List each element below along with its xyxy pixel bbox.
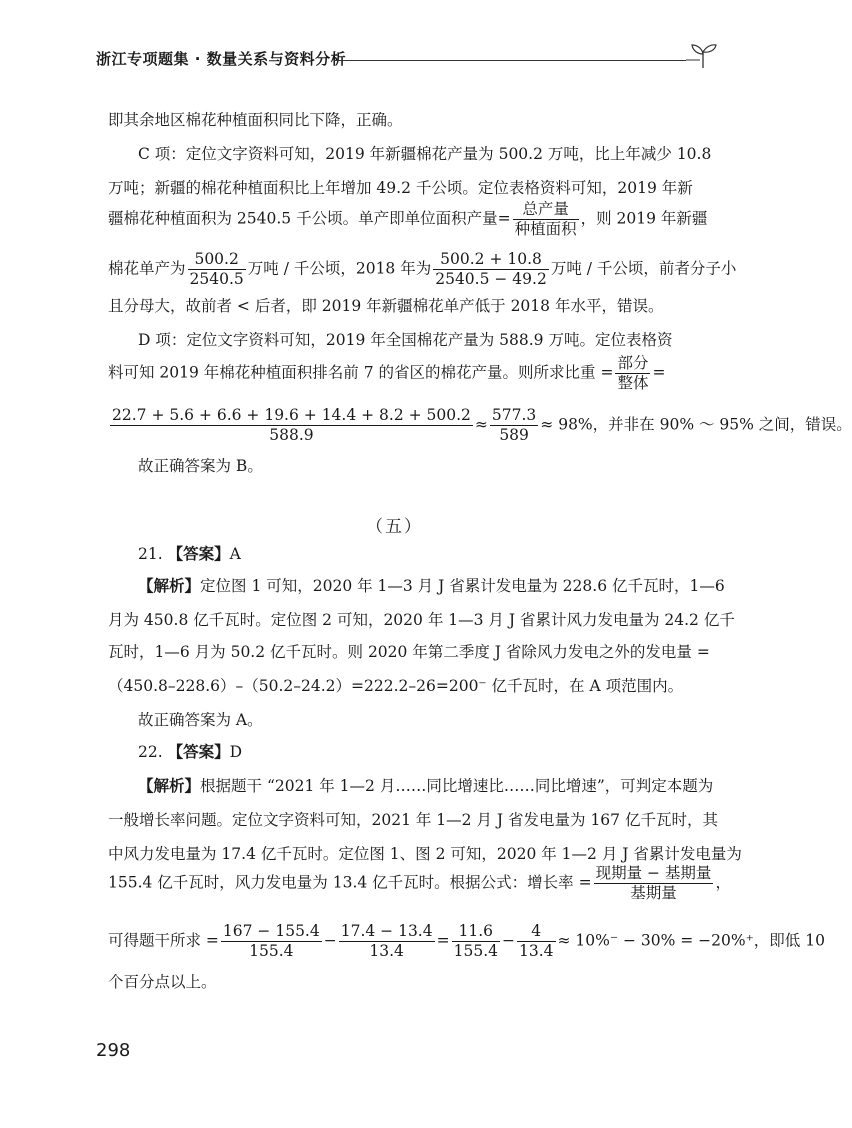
text-line-with-fraction bbox=[108, 922, 825, 961]
text-line: 一般增长率问题。定位文字资料可知，2021 年 1—2 月 J 省发电量为 167 亿千瓦时，其 bbox=[108, 811, 718, 829]
fraction-denominator: 整体 bbox=[617, 374, 649, 392]
fraction-denominator: 155.4 bbox=[453, 942, 498, 960]
fraction bbox=[452, 922, 500, 961]
fraction-numerator: 167 − 155.4 bbox=[222, 922, 320, 940]
text-line: 万吨；新疆的棉花种植面积比上年增加 49.2 千公顷。定位表格资料可知，2019 年新 bbox=[108, 179, 693, 197]
fraction bbox=[517, 922, 556, 961]
fraction bbox=[513, 200, 579, 239]
text-fragment: 棉花单产为 bbox=[108, 259, 186, 278]
fraction bbox=[188, 250, 246, 289]
text-fragment: ≈ bbox=[474, 415, 488, 434]
page-number: 298 bbox=[96, 1040, 131, 1061]
question-number: 22. bbox=[138, 743, 163, 761]
text-fragment: 料可知 2019 年棉花种植面积排名前 7 的省区的棉花产量。则所求比重 = bbox=[108, 363, 614, 382]
fraction-denominator: 589 bbox=[490, 425, 538, 445]
fraction-numerator: 4 bbox=[531, 922, 542, 940]
answer-label: 【答案】 bbox=[167, 743, 230, 761]
text-line: 故正确答案为 A。 bbox=[138, 711, 263, 729]
fraction-numerator: 500.2 + 10.8 bbox=[440, 250, 542, 268]
analysis-label: 【解析】 bbox=[138, 577, 201, 595]
fraction-denominator: 588.9 bbox=[110, 425, 473, 445]
header-title: 浙江专项题集 · 数量关系与资料分析 bbox=[96, 50, 347, 68]
text-line-with-fraction bbox=[108, 406, 852, 445]
text-fragment: − bbox=[501, 931, 515, 950]
text-fragment: 可得题干所求 = bbox=[108, 931, 219, 950]
text-fragment: ≈ 10%⁻ − 30% = −20%⁺，即低 10 bbox=[557, 931, 825, 950]
text-line-with-fraction bbox=[108, 200, 707, 239]
text-fragment: − bbox=[323, 931, 337, 950]
fraction bbox=[433, 250, 549, 289]
fraction-denominator: 种植面积 bbox=[514, 220, 577, 238]
fraction-numerator: 总产量 bbox=[522, 200, 569, 218]
running-header bbox=[96, 36, 716, 76]
answer-line bbox=[138, 740, 242, 764]
text-line: 故正确答案为 B。 bbox=[138, 457, 263, 475]
text-fragment: = bbox=[436, 931, 450, 950]
fraction-numerator: 部分 bbox=[617, 354, 649, 372]
text-fragment: 万吨 / 千公顷，前者分子小 bbox=[550, 259, 737, 278]
text-line: 即其余地区棉花种植面积同比下降，正确。 bbox=[108, 111, 403, 129]
fraction-denominator: 基期量 bbox=[594, 883, 714, 903]
analysis-line bbox=[138, 774, 713, 798]
text-fragment: 疆棉花种植面积为 2540.5 千公顷。单产即单位面积产量= bbox=[108, 209, 511, 228]
fraction bbox=[110, 406, 473, 445]
fraction bbox=[615, 354, 650, 393]
text-fragment: ， bbox=[715, 873, 731, 892]
text-line: D 项：定位文字资料可知，2019 年全国棉花产量为 588.9 万吨。定位表格资 bbox=[138, 331, 673, 349]
fraction-denominator: 155.4 bbox=[221, 941, 322, 961]
text-fragment: ≈ 98%，并非在 90% ～ 95% 之间，错误。 bbox=[540, 415, 852, 434]
sprout-icon bbox=[686, 40, 720, 70]
fraction-numerator: 577.3 bbox=[491, 406, 537, 424]
text-line: 瓦时，1—6 月为 50.2 亿千瓦时。则 2020 年第二季度 J 省除风力发电之外的发电量 = bbox=[108, 643, 710, 661]
text-line-with-fraction bbox=[108, 250, 736, 289]
analysis-label: 【解析】 bbox=[138, 777, 201, 795]
fraction bbox=[221, 922, 322, 961]
answer-value: D bbox=[229, 743, 243, 761]
fraction-denominator: 2540.5 − 49.2 bbox=[435, 270, 547, 288]
fraction bbox=[594, 864, 714, 903]
text-line: 月为 450.8 亿千瓦时。定位图 2 可知，2020 年 1—3 月 J 省累计风力发电量为 24.2 亿千 bbox=[108, 611, 735, 629]
fraction-numerator: 17.4 − 13.4 bbox=[340, 922, 433, 940]
fraction-numerator: 500.2 bbox=[194, 250, 239, 268]
section-title: （五） bbox=[366, 517, 423, 537]
text-line: （450.8–228.6）–（50.2–24.2）=222.2–26=200⁻ 亿千瓦时，在 A 项范围内。 bbox=[108, 677, 684, 695]
fraction-numerator: 11.6 bbox=[458, 922, 494, 940]
fraction bbox=[490, 406, 538, 445]
text-line: 且分母大，故前者 < 后者，即 2019 年新疆棉花单产低于 2018 年水平，错误。 bbox=[108, 297, 664, 315]
text-fragment: = bbox=[652, 363, 666, 382]
question-number: 21. bbox=[138, 545, 163, 563]
answer-label: 【答案】 bbox=[167, 545, 230, 563]
fraction-numerator: 现期量 − 基期量 bbox=[595, 864, 712, 882]
analysis-line bbox=[138, 574, 725, 598]
answer-line bbox=[138, 542, 241, 566]
text-line: C 项：定位文字资料可知，2019 年新疆棉花产量为 500.2 万吨，比上年减少 10.8 bbox=[138, 145, 712, 163]
fraction-denominator: 13.4 bbox=[339, 941, 435, 961]
fraction-denominator: 13.4 bbox=[518, 942, 554, 960]
text-fragment: 定位图 1 可知，2020 年 1—3 月 J 省累计发电量为 228.6 亿千瓦时，1—6 bbox=[200, 577, 725, 595]
text-fragment: 155.4 亿千瓦时，风力发电量为 13.4 亿千瓦时。根据公式：增长率 = bbox=[108, 873, 592, 892]
text-fragment: ，则 2019 年新疆 bbox=[580, 209, 708, 228]
text-fragment: 万吨 / 千公顷，2018 年为 bbox=[247, 259, 432, 278]
fraction-numerator: 22.7 + 5.6 + 6.6 + 19.6 + 14.4 + 8.2 + 500.2 bbox=[112, 406, 471, 424]
text-line-with-fraction bbox=[108, 354, 665, 393]
text-line-with-fraction bbox=[108, 864, 731, 903]
text-line: 中风力发电量为 17.4 亿千瓦时。定位图 1、图 2 可知，2020 年 1—2 月 J 省累计发电量为 bbox=[108, 845, 742, 863]
header-rule bbox=[334, 60, 686, 61]
answer-value: A bbox=[229, 545, 241, 563]
fraction bbox=[339, 922, 435, 961]
text-line: 个百分点以上。 bbox=[108, 973, 217, 991]
fraction-denominator: 2540.5 bbox=[189, 270, 244, 288]
text-fragment: 根据题干 “2021 年 1—2 月……同比增速比……同比增速”，可判定本题为 bbox=[200, 777, 714, 795]
